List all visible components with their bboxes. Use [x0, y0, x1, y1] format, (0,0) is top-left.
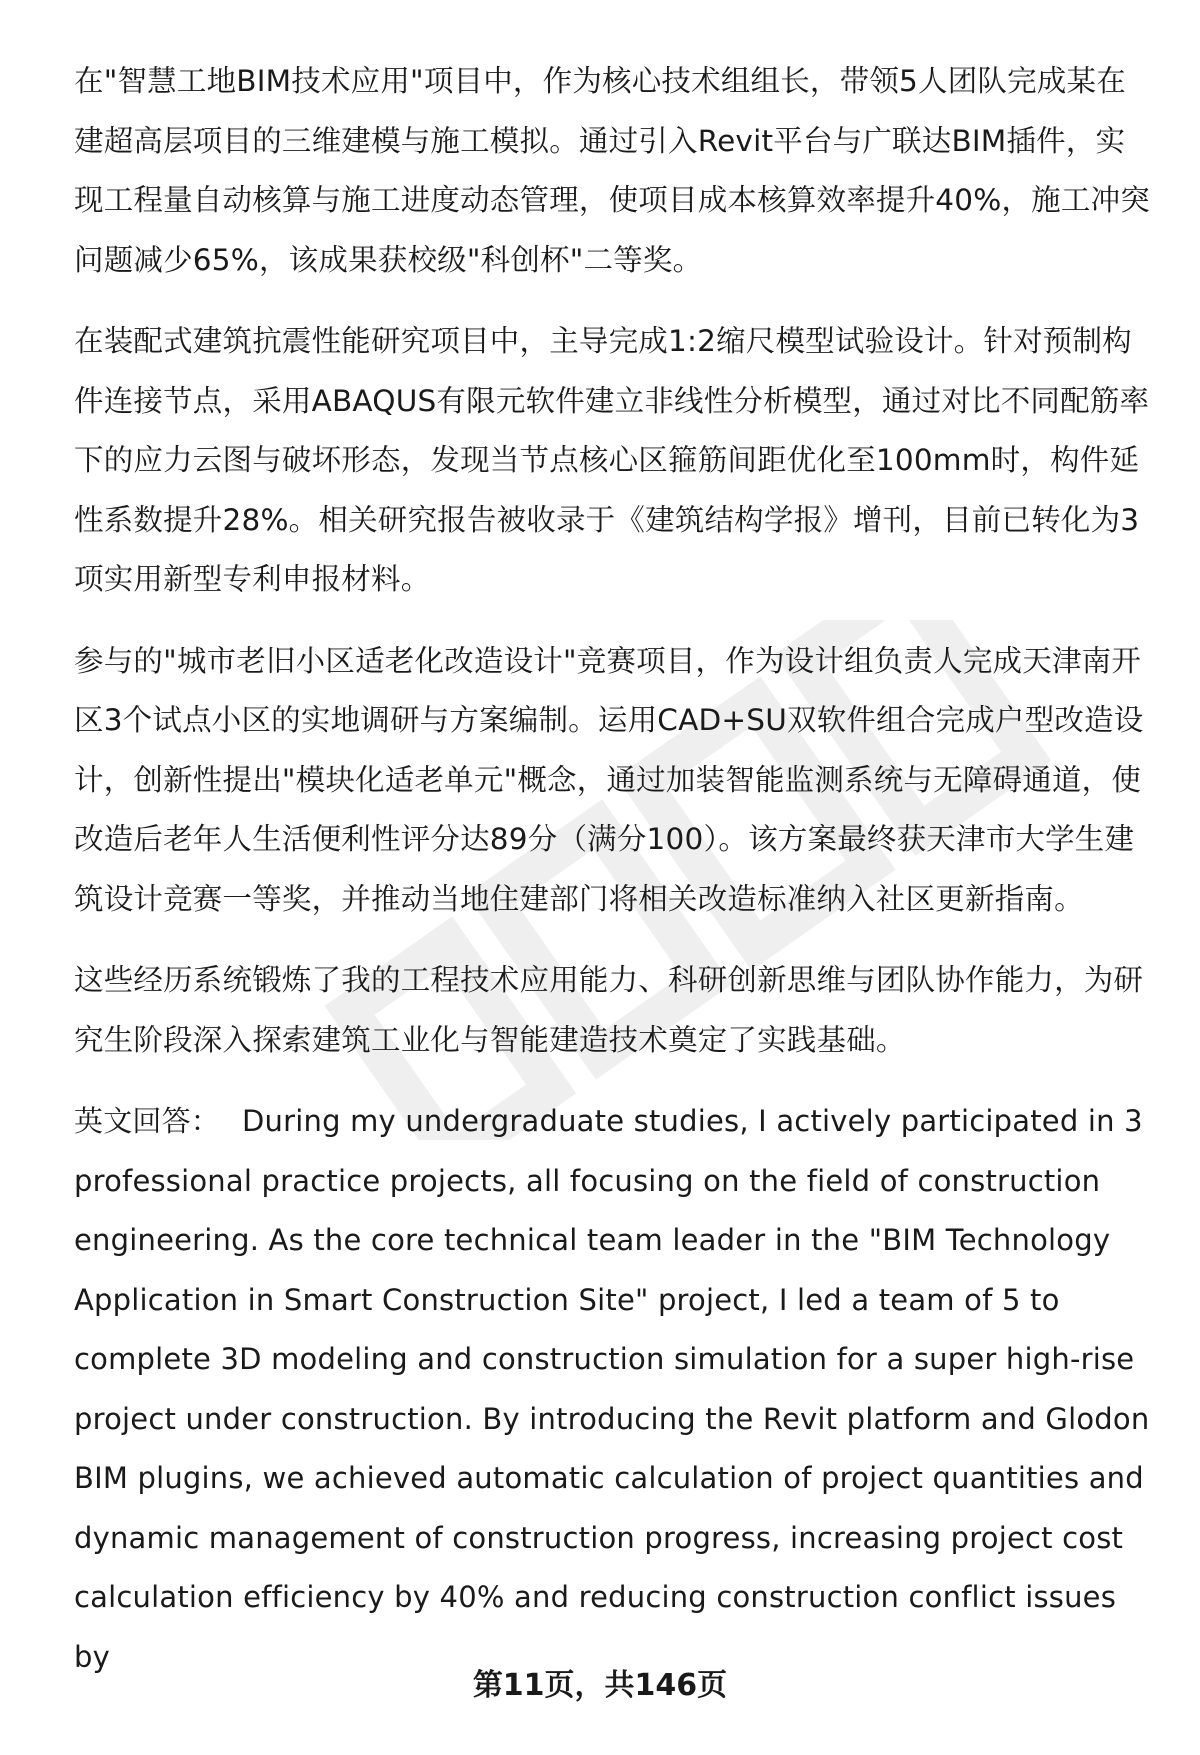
page-number: 第11页，共146页	[472, 1668, 728, 1703]
paragraph-seismic-research: 在装配式建筑抗震性能研究项目中，主导完成1:2缩尺模型试验设计。针对预制构件连接节点，采用ABAQUS有限元软件建立非线性分析模型，通过对比不同配筋率下的应力云图与破坏形态，发现当节点核心区箍筋间距优化至100mm时，构件延性系数提升28%。相关研究报告被收录于《建筑结构学报》增刊，目前已转化为3项实用新型专利申报材料。	[74, 324, 1150, 596]
paragraph-summary: 这些经历系统锻炼了我的工程技术应用能力、科研创新思维与团队协作能力，为研究生阶段深入探索建筑工业化与智能建造技术奠定了实践基础。	[74, 963, 1144, 1057]
english-answer-label: 英文回答：	[74, 1104, 221, 1138]
english-answer-text: During my undergraduate studies, I actively participated in 3 professional practice projects, all focusing on the field of construction engineering. As the core technical team leader in the "BIM Technology Application in Smart Construction Site" project, I led a team of 5 to complete 3D modeling and construction simulation for a super high-rise project under construction. By introducing the Revit platform and Glodon BIM plugins, we achieved automatic calculation of project quantities and dynamic management of construction progress, increasing project cost calculation efficiency by 40% and reducing construction conflict issues by	[74, 1104, 1150, 1674]
paragraph-bim-project: 在"智慧工地BIM技术应用"项目中，作为核心技术组组长，带领5人团队完成某在建超高层项目的三维建模与施工模拟。通过引入Revit平台与广联达BIM插件，实现工程量自动核算与施工进度动态管理，使项目成本核算效率提升40%，施工冲突问题减少65%，该成果获校级"科创杯"二等奖。	[74, 64, 1150, 277]
paragraph-renovation-competition: 参与的"城市老旧小区适老化改造设计"竞赛项目，作为设计组负责人完成天津南开区3个试点小区的实地调研与方案编制。运用CAD+SU双软件组合完成户型改造设计，创新性提出"模块化适老单元"概念，通过加装智能监测系统与无障碍通道，使改造后老年人生活便利性评分达89分（满分100）。该方案最终获天津市大学生建筑设计竞赛一等奖，并推动当地住建部门将相关改造标准纳入社区更新指南。	[74, 643, 1144, 916]
document-body	[74, 52, 1154, 1687]
paragraph-english-answer	[74, 1092, 1154, 1687]
